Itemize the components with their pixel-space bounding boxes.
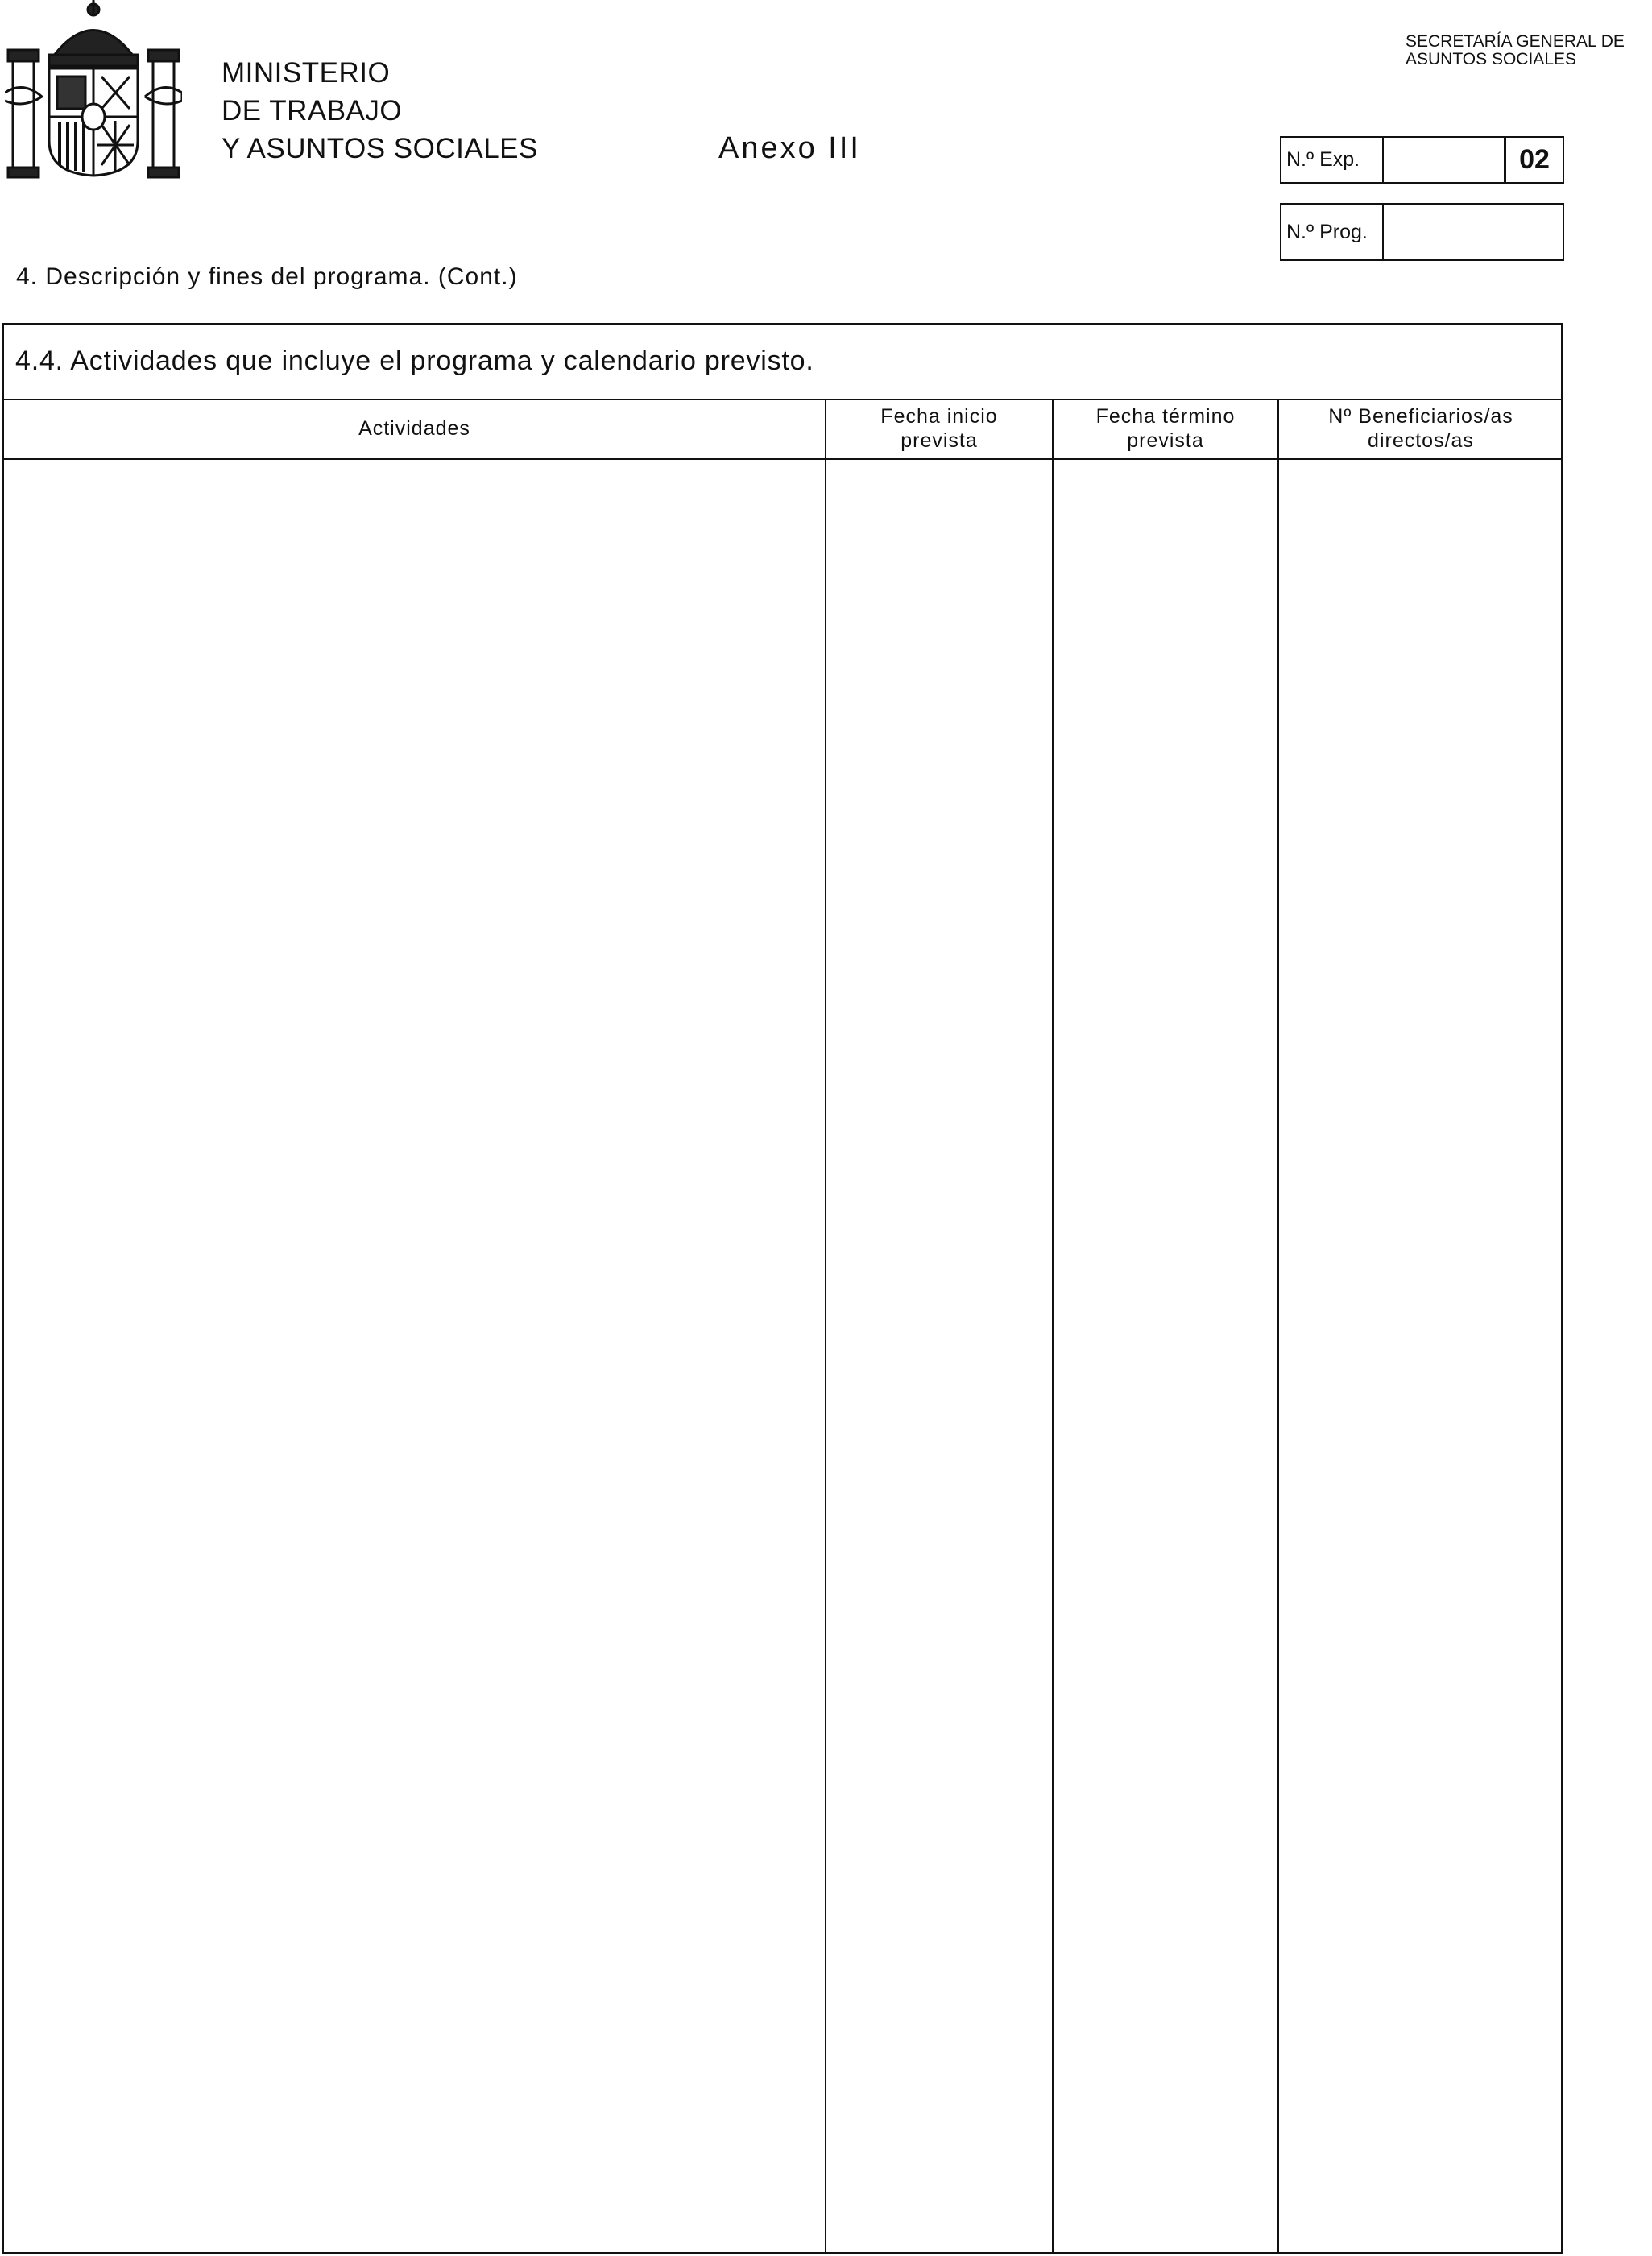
coat-of-arms-icon [5, 0, 182, 181]
expediente-number-box [1280, 136, 1564, 184]
start-date-column-area[interactable] [826, 460, 1052, 2252]
subsection-title: 4.4. Actividades que incluye el programa y calendario previsto. [15, 346, 814, 376]
secretaria-name-line: SECRETARÍA GENERAL DE [1406, 32, 1625, 51]
ministry-name-line: Y ASUNTOS SOCIALES [222, 133, 538, 164]
ministry-name-line: DE TRABAJO [222, 95, 403, 126]
expediente-code: 02 [1504, 138, 1563, 182]
column-header-label: directos/as [1368, 429, 1474, 452]
column-header-label: Fecha inicio [880, 405, 998, 428]
beneficiaries-column-area[interactable] [1279, 460, 1561, 2252]
column-header-label: Fecha término [1095, 405, 1236, 428]
column-header-label: Actividades [358, 417, 470, 440]
divider [1382, 138, 1384, 182]
column-header-activities [4, 399, 825, 458]
end-date-column-area[interactable] [1054, 460, 1277, 2252]
expediente-label: N.º Exp. [1286, 148, 1360, 171]
divider [1382, 205, 1384, 259]
column-header-label: Nº Beneficiarios/as [1328, 405, 1513, 428]
programa-label: N.º Prog. [1286, 221, 1368, 243]
activities-column-area[interactable] [4, 460, 825, 2252]
ministry-name-line: MINISTERIO [222, 57, 391, 89]
column-header-label: prevista [901, 429, 978, 452]
programa-number-box [1280, 203, 1564, 261]
column-header-start-date [826, 399, 1052, 458]
secretaria-name-line: ASUNTOS SOCIALES [1406, 50, 1577, 68]
activities-form [2, 323, 1563, 2254]
column-header-label: prevista [1127, 429, 1204, 452]
column-header-beneficiaries [1279, 399, 1563, 458]
column-header-end-date [1054, 399, 1277, 458]
expediente-number-field[interactable] [1386, 138, 1504, 182]
annex-title: Anexo III [718, 131, 861, 165]
section-heading: 4. Descripción y fines del programa. (Cont.) [16, 263, 518, 290]
programa-number-field[interactable] [1386, 205, 1563, 259]
